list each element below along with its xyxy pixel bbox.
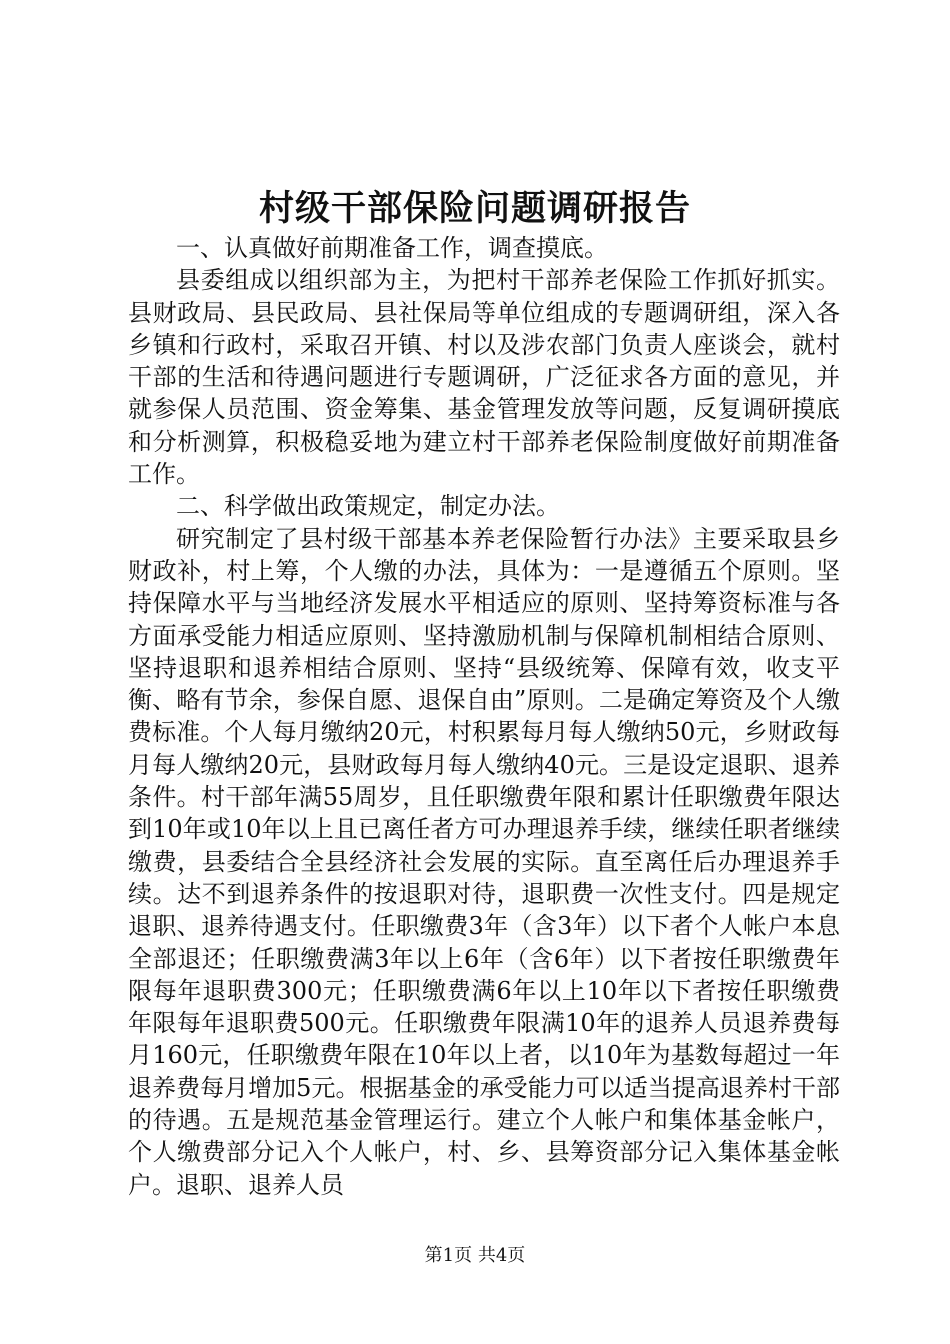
paragraph-2: 研究制定了县村级干部基本养老保险暂行办法》主要采取县乡财政补，村上筹，个人缴的办法，具体为：一是遵循五个原则。坚持保障水平与当地经济发展水平相适应的原则、坚持筹资标准与各方面承受能力相适应原则、坚持激励机制与保障机制相结合原则、坚持退职和退养相结合原则、坚持“县级统筹、保障有效，收支平衡、略有节余，参保自愿、退保自由”原则。二是确定筹资及个人缴费标准。个人每月缴纳20元，村积累每月每人缴纳50元，乡财政每月每人缴纳20元，县财政每月每人缴纳40元。三是设定退职、退养条件。村干部年满55周岁，且任职缴费年限和累计任职缴费年限达到10年或10年以上且已离任者方可办理退养手续，继续任职者继续缴费，县委结合全县经济社会发展的实际。直至离任后办理退养手续。达不到退养条件的按退职对待，退职费一次性支付。四是规定退职、退养待遇支付。任职缴费3年（含3年）以下者个人帐户本息全部退还；任职缴费满3年以上6年（含6年）以下者按任职缴费年限每年退职费300元；任职缴费满6年以上10年以下者按任职缴费年限每年退职费500元。任职缴费年限满10年的退养人员退养费每月160元，任职缴费年限在10年以上者，以10年为基数每超过一年退养费每月增加5元。根据基金的承受能力可以适当提高退养村干部的待遇。五是规范基金管理运行。建立个人帐户和集体基金帐户，个人缴费部分记入个人帐户，村、乡、县筹资部分记入集体基金帐户。退职、退养人员 bbox=[128, 524, 840, 1199]
paragraph-1: 县委组成以组织部为主，为把村干部养老保险工作抓好抓实。县财政局、县民政局、县社保局等单位组成的专题调研组，深入各乡镇和行政村，采取召开镇、村以及涉农部门负责人座谈会，就村干部的生活和待遇问题进行专题调研，广泛征求各方面的意见，并就参保人员范围、资金筹集、基金管理发放等问题，反复调研摸底和分析测算，积极稳妥地为建立村干部养老保险制度做好前期准备工作。 bbox=[128, 266, 840, 489]
section-heading-2: 二、科学做出政策规定，制定办法。 bbox=[176, 492, 560, 521]
document-body bbox=[128, 232, 840, 1201]
document-title: 村级干部保险问题调研报告 bbox=[258, 188, 691, 229]
page-footer: 第1页 共4页 bbox=[424, 1245, 526, 1266]
section-heading-1: 一、认真做好前期准备工作，调查摸底。 bbox=[176, 234, 608, 262]
